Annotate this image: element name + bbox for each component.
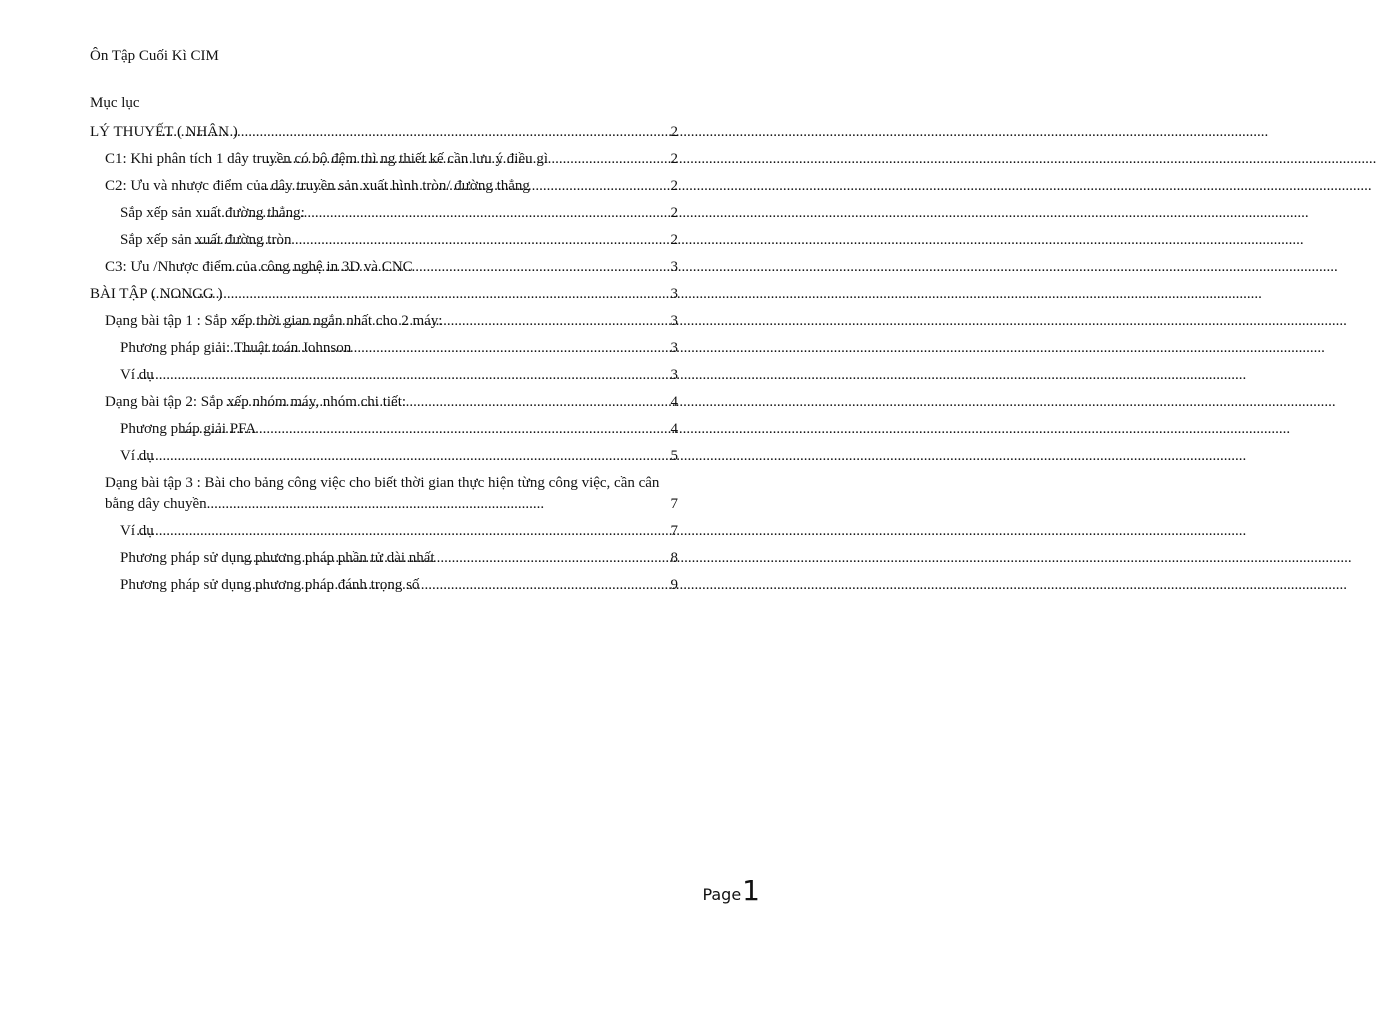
toc-entry-text: Phương pháp giải PFA bbox=[120, 421, 257, 437]
toc-dot-leader bbox=[180, 419, 670, 440]
toc-dot-leader bbox=[136, 365, 670, 386]
toc-heading: Mục lục bbox=[90, 95, 140, 111]
document-title: Ôn Tập Cuối Kì CIM bbox=[90, 48, 219, 64]
toc-entry-page: 2 bbox=[670, 205, 678, 221]
toc-dot-leader bbox=[158, 122, 670, 143]
toc-entry[interactable] bbox=[90, 284, 678, 305]
toc-entry-page: 3 bbox=[670, 286, 678, 302]
page-number: 1 bbox=[742, 874, 760, 907]
toc-entry-page: 2 bbox=[670, 178, 678, 194]
toc-entry[interactable] bbox=[90, 548, 678, 569]
toc-entry-page: 4 bbox=[670, 421, 678, 437]
toc-entry-page: 2 bbox=[670, 232, 678, 248]
toc-entry[interactable] bbox=[90, 338, 678, 359]
toc-dot-leader-inline: .......................................................................................... bbox=[206, 496, 545, 512]
toc-dot-leader bbox=[199, 203, 671, 224]
toc-entry[interactable] bbox=[90, 365, 678, 386]
toc-dot-leader bbox=[237, 311, 671, 332]
toc-entry[interactable] bbox=[90, 230, 678, 251]
page-label: Page bbox=[702, 885, 742, 904]
toc-dot-leader bbox=[237, 575, 671, 596]
toc-entry-text: Sắp xếp sản xuất đường thẳng: bbox=[120, 205, 305, 221]
toc-entry-text: C2: Ưu và nhược điểm của dây truyền sản xuất hình tròn/ đường thẳng bbox=[105, 178, 530, 194]
toc-entry-page: 3 bbox=[670, 313, 678, 329]
toc-dot-leader bbox=[215, 338, 671, 359]
toc-entry[interactable] bbox=[90, 311, 678, 332]
toc-entry[interactable] bbox=[90, 392, 678, 413]
toc-entry[interactable] bbox=[90, 419, 678, 440]
toc-entry-text: Phương pháp sử dụng phương pháp đánh trọng số bbox=[120, 577, 420, 593]
toc-entry[interactable] bbox=[90, 122, 678, 143]
toc-entry[interactable] bbox=[90, 575, 678, 596]
toc-dot-leader bbox=[266, 149, 670, 170]
toc-entry-text: Ví dụ bbox=[120, 448, 154, 464]
toc-dot-leader bbox=[242, 548, 671, 569]
toc-entry-page: 7 bbox=[670, 523, 678, 539]
toc-entry-page: 3 bbox=[670, 340, 678, 356]
toc-entry-text: LÝ THUYẾT ( NHÂN ) bbox=[90, 124, 238, 140]
toc-dot-leader bbox=[228, 257, 671, 278]
toc-entry[interactable] bbox=[90, 473, 678, 515]
page-footer bbox=[702, 874, 760, 907]
toc-entry-page: 7 bbox=[670, 496, 678, 512]
table-of-contents bbox=[90, 122, 678, 602]
toc-entry-text: Dạng bài tập 3 : Bài cho bảng công việc cho biết thời gian thực hiện từng công việc, cần cân bằng dây chuyền.......................................................................................... bbox=[105, 475, 660, 512]
toc-entry-text: BÀI TẬP ( NONGG ) bbox=[90, 286, 223, 302]
toc-entry-page: 3 bbox=[670, 367, 678, 383]
toc-entry[interactable] bbox=[90, 446, 678, 467]
toc-entry-text: C3: Ưu /Nhược điểm của công nghệ in 3D và CNC bbox=[105, 259, 413, 275]
toc-entry-text: Phương pháp giải: Thuật toán Johnson bbox=[120, 340, 352, 356]
toc-entry-page: 8 bbox=[670, 550, 678, 566]
toc-entry-text: Sắp xếp sản xuất đường tròn bbox=[120, 232, 292, 248]
toc-entry-page: 3 bbox=[670, 259, 678, 275]
toc-entry-text: Ví dụ bbox=[120, 523, 154, 539]
toc-dot-leader bbox=[152, 284, 671, 305]
toc-entry-text: Ví dụ bbox=[120, 367, 154, 383]
toc-entry-text: Phương pháp sử dụng phương pháp phần tử dài nhất bbox=[120, 550, 435, 566]
toc-entry-text: Dạng bài tập 1 : Sắp xếp thời gian ngắn nhất cho 2 máy: bbox=[105, 313, 443, 329]
toc-entry-text: C1: Khi phân tích 1 dây truyền có bộ đệm thì ng thiết kế cần lưu ý điều gì bbox=[105, 151, 549, 167]
toc-entry[interactable] bbox=[90, 176, 678, 197]
toc-dot-leader bbox=[226, 392, 671, 413]
toc-entry[interactable] bbox=[90, 149, 678, 170]
toc-entry[interactable] bbox=[90, 521, 678, 542]
toc-dot-leader bbox=[194, 230, 671, 251]
toc-entry-page: 2 bbox=[670, 151, 678, 167]
toc-dot-leader bbox=[262, 176, 671, 197]
toc-entry-page: 2 bbox=[670, 124, 678, 140]
toc-entry[interactable] bbox=[90, 257, 678, 278]
toc-entry-page: 4 bbox=[670, 394, 678, 410]
toc-dot-leader bbox=[136, 446, 670, 467]
toc-entry-page: 5 bbox=[670, 448, 678, 464]
toc-entry[interactable] bbox=[90, 203, 678, 224]
toc-dot-leader bbox=[136, 521, 670, 542]
toc-entry-page: 9 bbox=[670, 577, 678, 593]
toc-entry-text: Dạng bài tập 2: Sắp xếp nhóm máy, nhóm chi tiết: bbox=[105, 394, 407, 410]
